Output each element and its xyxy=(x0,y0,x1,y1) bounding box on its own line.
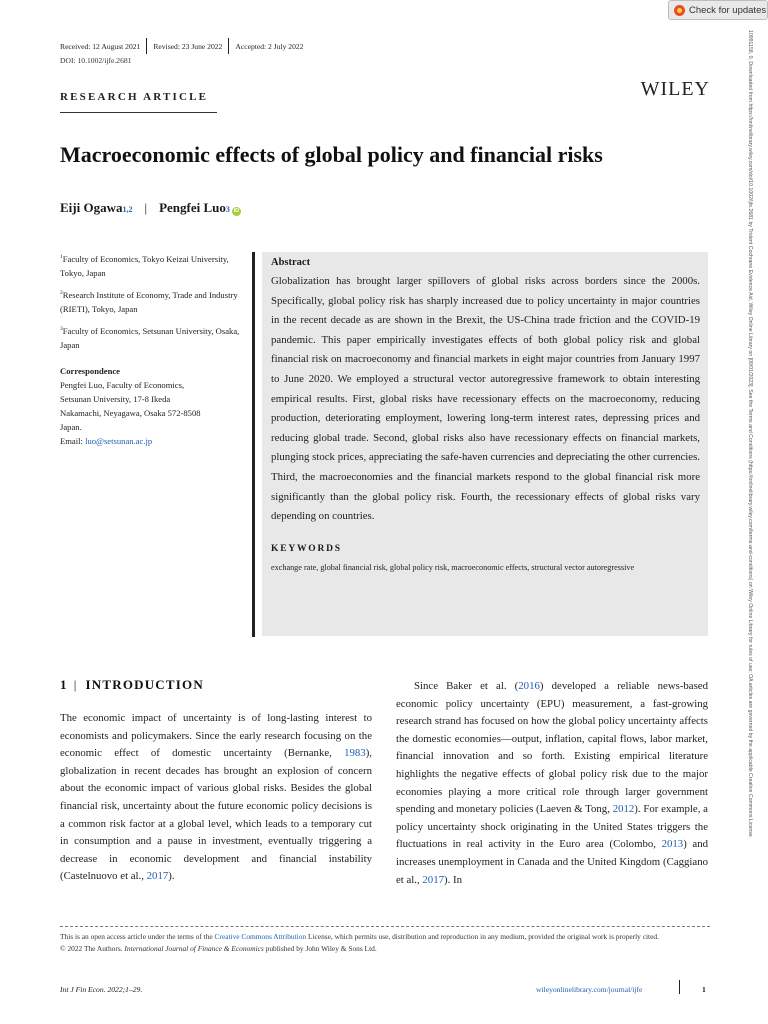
orcid-icon[interactable]: iD xyxy=(233,208,240,214)
citation-link[interactable]: 2017 xyxy=(146,870,169,883)
check-updates-label: Check for updates xyxy=(689,4,767,16)
license-footnote: This is an open access article under the terms of the Creative Commons Attribution License, which permits use, distribution and reproduction in any medium, provided the original work is properly cited. © 2022 The Authors. International Journal of Finance & Economics published by John Wiley & Sons Ltd. xyxy=(60,932,659,953)
divider xyxy=(146,38,147,54)
author-affil-sup[interactable]: 1,2 xyxy=(122,205,133,214)
author-name[interactable]: Eiji Ogawa xyxy=(60,200,123,215)
correspondence-email: Email: luo@setsunan.ac.jp xyxy=(60,435,153,446)
affiliation: $^1$Faculty of Economics, Tokyo Keizai University, Tokyo, Japan xyxy=(60,253,229,278)
correspondence-heading: Correspondence xyxy=(60,365,120,376)
affiliation: $^3$Faculty of Economics, Setsunan University, Osaka, Japan xyxy=(60,325,240,350)
check-for-updates-button[interactable] xyxy=(668,0,768,20)
article-history xyxy=(60,38,303,54)
article-type: RESEARCH ARTICLE xyxy=(60,91,209,103)
citation-link[interactable]: 1983 xyxy=(344,747,366,760)
page-number: 1 xyxy=(702,985,706,994)
affiliations xyxy=(60,250,245,448)
journal-citation: Int J Fin Econ. 2022;1–29. xyxy=(60,985,143,994)
keywords: exchange rate, global financial risk, global policy risk, macroeconomic effects, structural vector autoregressive xyxy=(271,562,635,572)
citation-link[interactable]: 2012 xyxy=(612,803,635,816)
journal-url-link[interactable]: wileyonlinelibrary.com/journal/ijfe xyxy=(536,985,643,994)
footnote-divider xyxy=(60,926,710,927)
creative-commons-link[interactable]: Creative Commons Attribution xyxy=(214,932,307,941)
footer-divider xyxy=(679,980,680,994)
correspondence-address: Pengfei Luo, Faculty of Economics, Setsunan University, 17-8 Ikeda Nakamachi, Neyagawa, Osaka 572-8508 Japan. xyxy=(60,379,201,432)
abstract-text: Globalization has brought larger spillovers of global risks across borders since the 2000s. Specifically, global policy risk has sharply increased due to policy uncertainty in major countries in the recent decade as are shown in the Brexit, the US-China trade friction and the COVID-19 pandemic. This paper empirically investigates effects of both global policy risk and global financial risk on macroeconomy and financial markets in eight major countries from January 1997 to June 2020. We employed a structural vector autoregressive framework to obtain interesting empirical results. First, global risks have recessionary effects on the macroeconomy, reducing production, deteriorating employment, lowering long-term interest rates, depressing prices and reducing global trade. Second, global risks also have recessionary effects on financial markets, plunging stock prices, appreciating the safe-haven currencies and depreciating the other currencies. Third, the macroeconomies and the financial markets respond to the global financial risk more significantly than the global policy risk. Fourth, the recessionary effects of global risks vary depending on countries. xyxy=(271,275,700,523)
author-affil-sup[interactable]: 3 xyxy=(225,205,230,214)
doi: DOI: 10.1002/ijfe.2681 xyxy=(60,56,132,65)
journal-name: International Journal of Finance & Economics xyxy=(124,944,264,953)
email-link[interactable]: luo@setsunan.ac.jp xyxy=(85,435,153,446)
abstract-rule xyxy=(252,252,255,637)
citation-link[interactable]: 2013 xyxy=(661,838,684,851)
author-separator: | xyxy=(144,200,148,215)
abstract-heading: Abstract xyxy=(271,257,311,268)
abstract-box xyxy=(262,252,708,636)
publisher-logo: WILEY xyxy=(640,78,710,100)
author-list xyxy=(60,200,241,216)
paper-title: Macroeconomic effects of global policy and financial risks xyxy=(60,142,603,167)
keywords-heading: KEYWORDS xyxy=(271,543,342,554)
revised-date: Revised: 23 June 2022 xyxy=(153,41,223,51)
download-side-note: 10991158, 0, Downloaded from https://onlinelibrary.wiley.com/doi/10.1002/ijfe.2681 by Trident Cochrane Evidence Aid, Wiley Online Library on [09/01/2023]. See the Terms and Conditions (https://onlinelibrary.wiley.com/terms-and-conditions) on Wiley Online Library for rules of use; OA articles are governed by the applicable Creative Commons License xyxy=(747,30,753,837)
section-heading: 1 | INTRODUCTION xyxy=(60,677,204,692)
accepted-date: Accepted: 2 July 2022 xyxy=(235,41,304,51)
check-updates-icon xyxy=(674,5,685,16)
divider xyxy=(228,38,229,54)
citation-link[interactable]: 2016 xyxy=(518,680,540,692)
author-name[interactable]: Pengfei Luo xyxy=(159,200,226,215)
affiliation: $^2$Research Institute of Economy, Trade and Industry (RIETI), Tokyo, Japan xyxy=(60,289,238,314)
intro-left-column: The economic impact of uncertainty is of long-lasting interest to economists and policymakers. Since the early research focusing on the economic effect of domestic uncertainty (Bernanke, 1983), globalization in recent decades has brought an explosion of concern about the economic impact of various global risks. Besides the global financial risk, uncertainty about the future economic policy decisions is a common risk factor at a global level, which leads to a temporary cut in consumption and a pause in investment, eventually triggering a decrease in economic development and financial instability (Castelnuovo et al., 2017). xyxy=(60,712,372,883)
citation-link[interactable]: 2017 xyxy=(422,873,444,886)
article-type-underline xyxy=(60,112,217,113)
intro-right-column: Since Baker et al. (2016) developed a reliable news-based economic policy uncertainty (EPU) measurement, a fast-growing research strand has focused on how the global policy uncertainty affects the domestic economies—output, inflation, capital flows, labor market, financial innovation and so forth. Existing empirical literature highlights the negative effects of global policy risk due to the major economies playing a more critical role through larger government spending and monetary policies (Laeven & Tong, 2012). For example, a policy uncertainty shock originating in the United States triggers the fluctuations in real activity in the Euro area (Colombo, 2013) and increases unemployment in Canada and the United Kingdom (Caggiano et al., 2017). In xyxy=(396,680,708,886)
received-date: Received: 12 August 2021 xyxy=(60,41,141,51)
